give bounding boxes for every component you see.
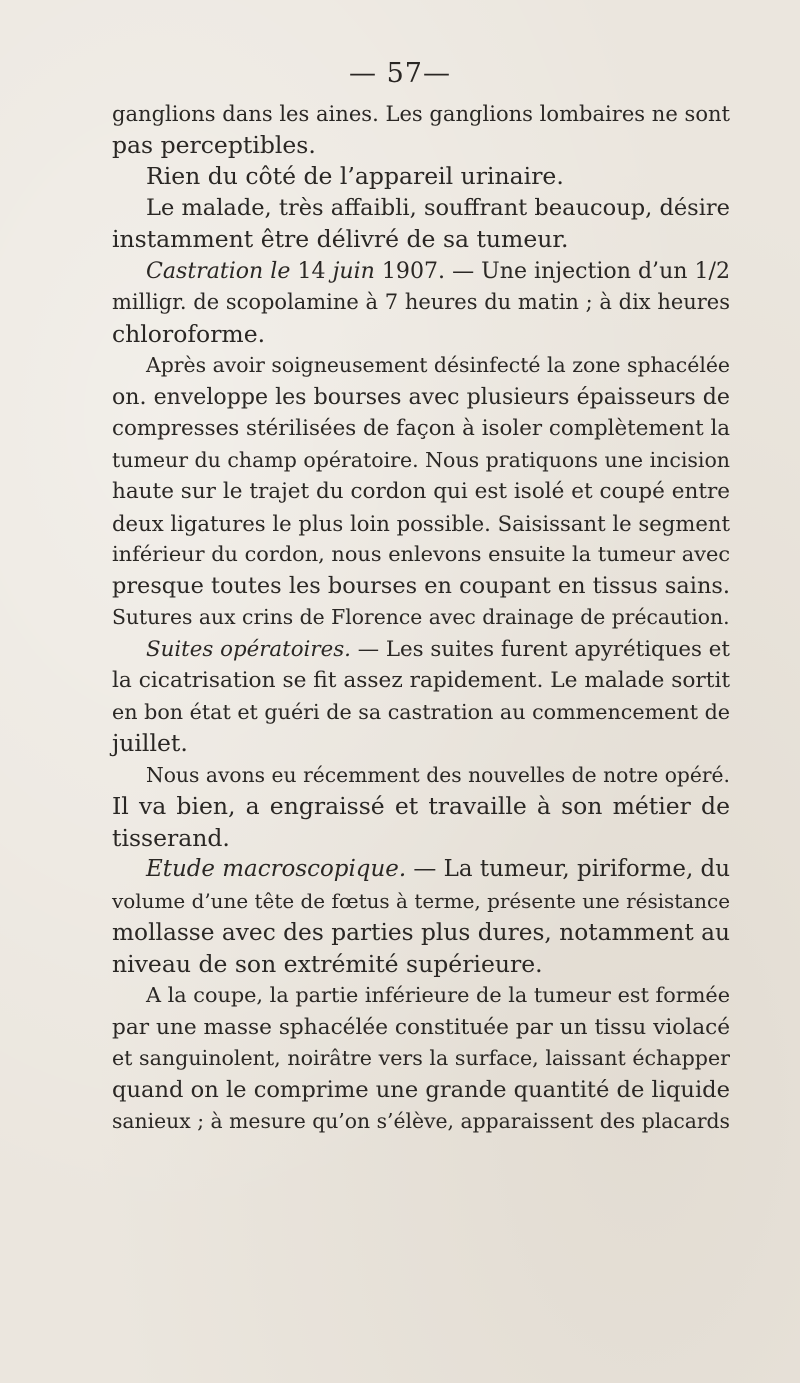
- page-number: — 57—: [349, 58, 451, 89]
- line-text: Rien du côté de l’appareil urinaire.: [146, 162, 564, 190]
- line-text: Nous avons eu récemment des nouvelles de notre opéré.: [146, 762, 730, 787]
- text-line: [112, 224, 730, 256]
- text-line: [112, 634, 730, 666]
- section-heading: Suites opératoires.: [146, 636, 351, 662]
- text-line: [112, 791, 730, 823]
- line-text: volume d’une tête de fœtus à terme, présente une résistance: [112, 888, 730, 913]
- line-text: compresses stérilisées de façon à isoler complètement la: [112, 416, 731, 441]
- text-line: [112, 382, 730, 414]
- text-line: [112, 539, 730, 571]
- line-text: haute sur le trajet du cordon qui est isolé et coupé entre: [112, 479, 730, 504]
- text-line: [112, 256, 730, 288]
- italic-text: juin: [332, 258, 375, 284]
- text-line: [112, 193, 730, 225]
- text-line: [112, 1106, 730, 1138]
- section-heading: Etude macroscopique.: [146, 856, 407, 882]
- text-line: [112, 508, 730, 540]
- line-text: 14: [290, 258, 333, 284]
- text-line: [112, 728, 730, 760]
- text-line: [112, 1075, 730, 1107]
- line-text: deux ligatures le plus loin possible. Saisissant le segment: [112, 510, 730, 536]
- text-line: [112, 476, 730, 508]
- text-line: [112, 980, 730, 1012]
- text-line: [112, 350, 730, 382]
- text-line: [112, 602, 730, 634]
- text-line: [112, 571, 730, 603]
- line-text: pas perceptibles.: [112, 130, 316, 159]
- text-line: [112, 1043, 730, 1075]
- text-line: [112, 413, 730, 445]
- line-text: Il va bien, a engraissé et travaille à son métier de: [112, 792, 730, 820]
- line-text: tumeur du champ opératoire. Nous pratiquons une incision: [112, 447, 730, 472]
- text-line: [112, 287, 730, 319]
- line-text: sanieux ; à mesure qu’on s’élève, apparaissent des placards: [112, 1109, 730, 1133]
- line-text: tisserand.: [112, 823, 230, 852]
- line-text: chloroforme.: [112, 319, 266, 348]
- text-line: [112, 98, 730, 130]
- line-text: en bon état et guéri de sa castration au commencement de: [112, 699, 731, 724]
- line-text: ganglions dans les aines. Les ganglions lombaires ne sont: [112, 101, 730, 126]
- line-text: 1907. — Une injection d’un 1/2: [374, 258, 730, 284]
- line-text: instamment être délivré de sa tumeur.: [112, 225, 569, 253]
- line-text: mollasse avec des parties plus dures, notamment au: [112, 919, 730, 946]
- line-text: et sanguinolent, noirâtre vers la surface, laissant échapper: [112, 1046, 730, 1070]
- text-line: [112, 665, 730, 697]
- line-text: on. enveloppe les bourses avec plusieurs épaisseurs de: [112, 384, 730, 410]
- text-line: [112, 823, 730, 855]
- line-text: par une masse sphacélée constituée par un tissu violacé: [112, 1014, 730, 1040]
- line-text: niveau de son extrémité supérieure.: [112, 949, 543, 978]
- line-text: — La tumeur, piriforme, du: [406, 856, 730, 882]
- text-line: [112, 697, 730, 729]
- line-text: juillet.: [112, 729, 188, 757]
- text-line: [112, 854, 730, 886]
- line-text: Après avoir soigneusement désinfecté la zone sphacélée: [146, 353, 730, 377]
- text-line: [112, 319, 730, 351]
- text-line: [112, 161, 730, 193]
- text-line: [112, 1012, 730, 1044]
- text-line: [112, 886, 730, 918]
- line-text: milligr. de scopolamine à 7 heures du matin ; à dix heures: [112, 290, 730, 314]
- line-text: Sutures aux crins de Florence avec drainage de précaution.: [112, 605, 730, 629]
- text-line: [112, 445, 730, 477]
- line-text: — Les suites furent apyrétiques et: [350, 636, 730, 662]
- line-text: A la coupe, la partie inférieure de la tumeur est formée: [146, 983, 730, 1007]
- line-text: inférieur du cordon, nous enlevons ensuite la tumeur avec: [112, 542, 731, 566]
- body-text: [112, 98, 730, 1138]
- line-text: quand on le comprime une grande quantité de liquide: [112, 1076, 730, 1103]
- line-text: la cicatrisation se fit assez rapidement. Le malade sortit: [112, 668, 731, 693]
- text-line: [112, 917, 730, 949]
- text-line: [112, 949, 730, 981]
- section-heading: Castration le: [146, 258, 291, 284]
- text-line: [112, 760, 730, 792]
- line-text: presque toutes les bourses en coupant en tissus sains.: [112, 572, 730, 599]
- text-line: [112, 130, 730, 162]
- line-text: Le malade, très affaibli, souffrant beaucoup, désire: [146, 194, 730, 221]
